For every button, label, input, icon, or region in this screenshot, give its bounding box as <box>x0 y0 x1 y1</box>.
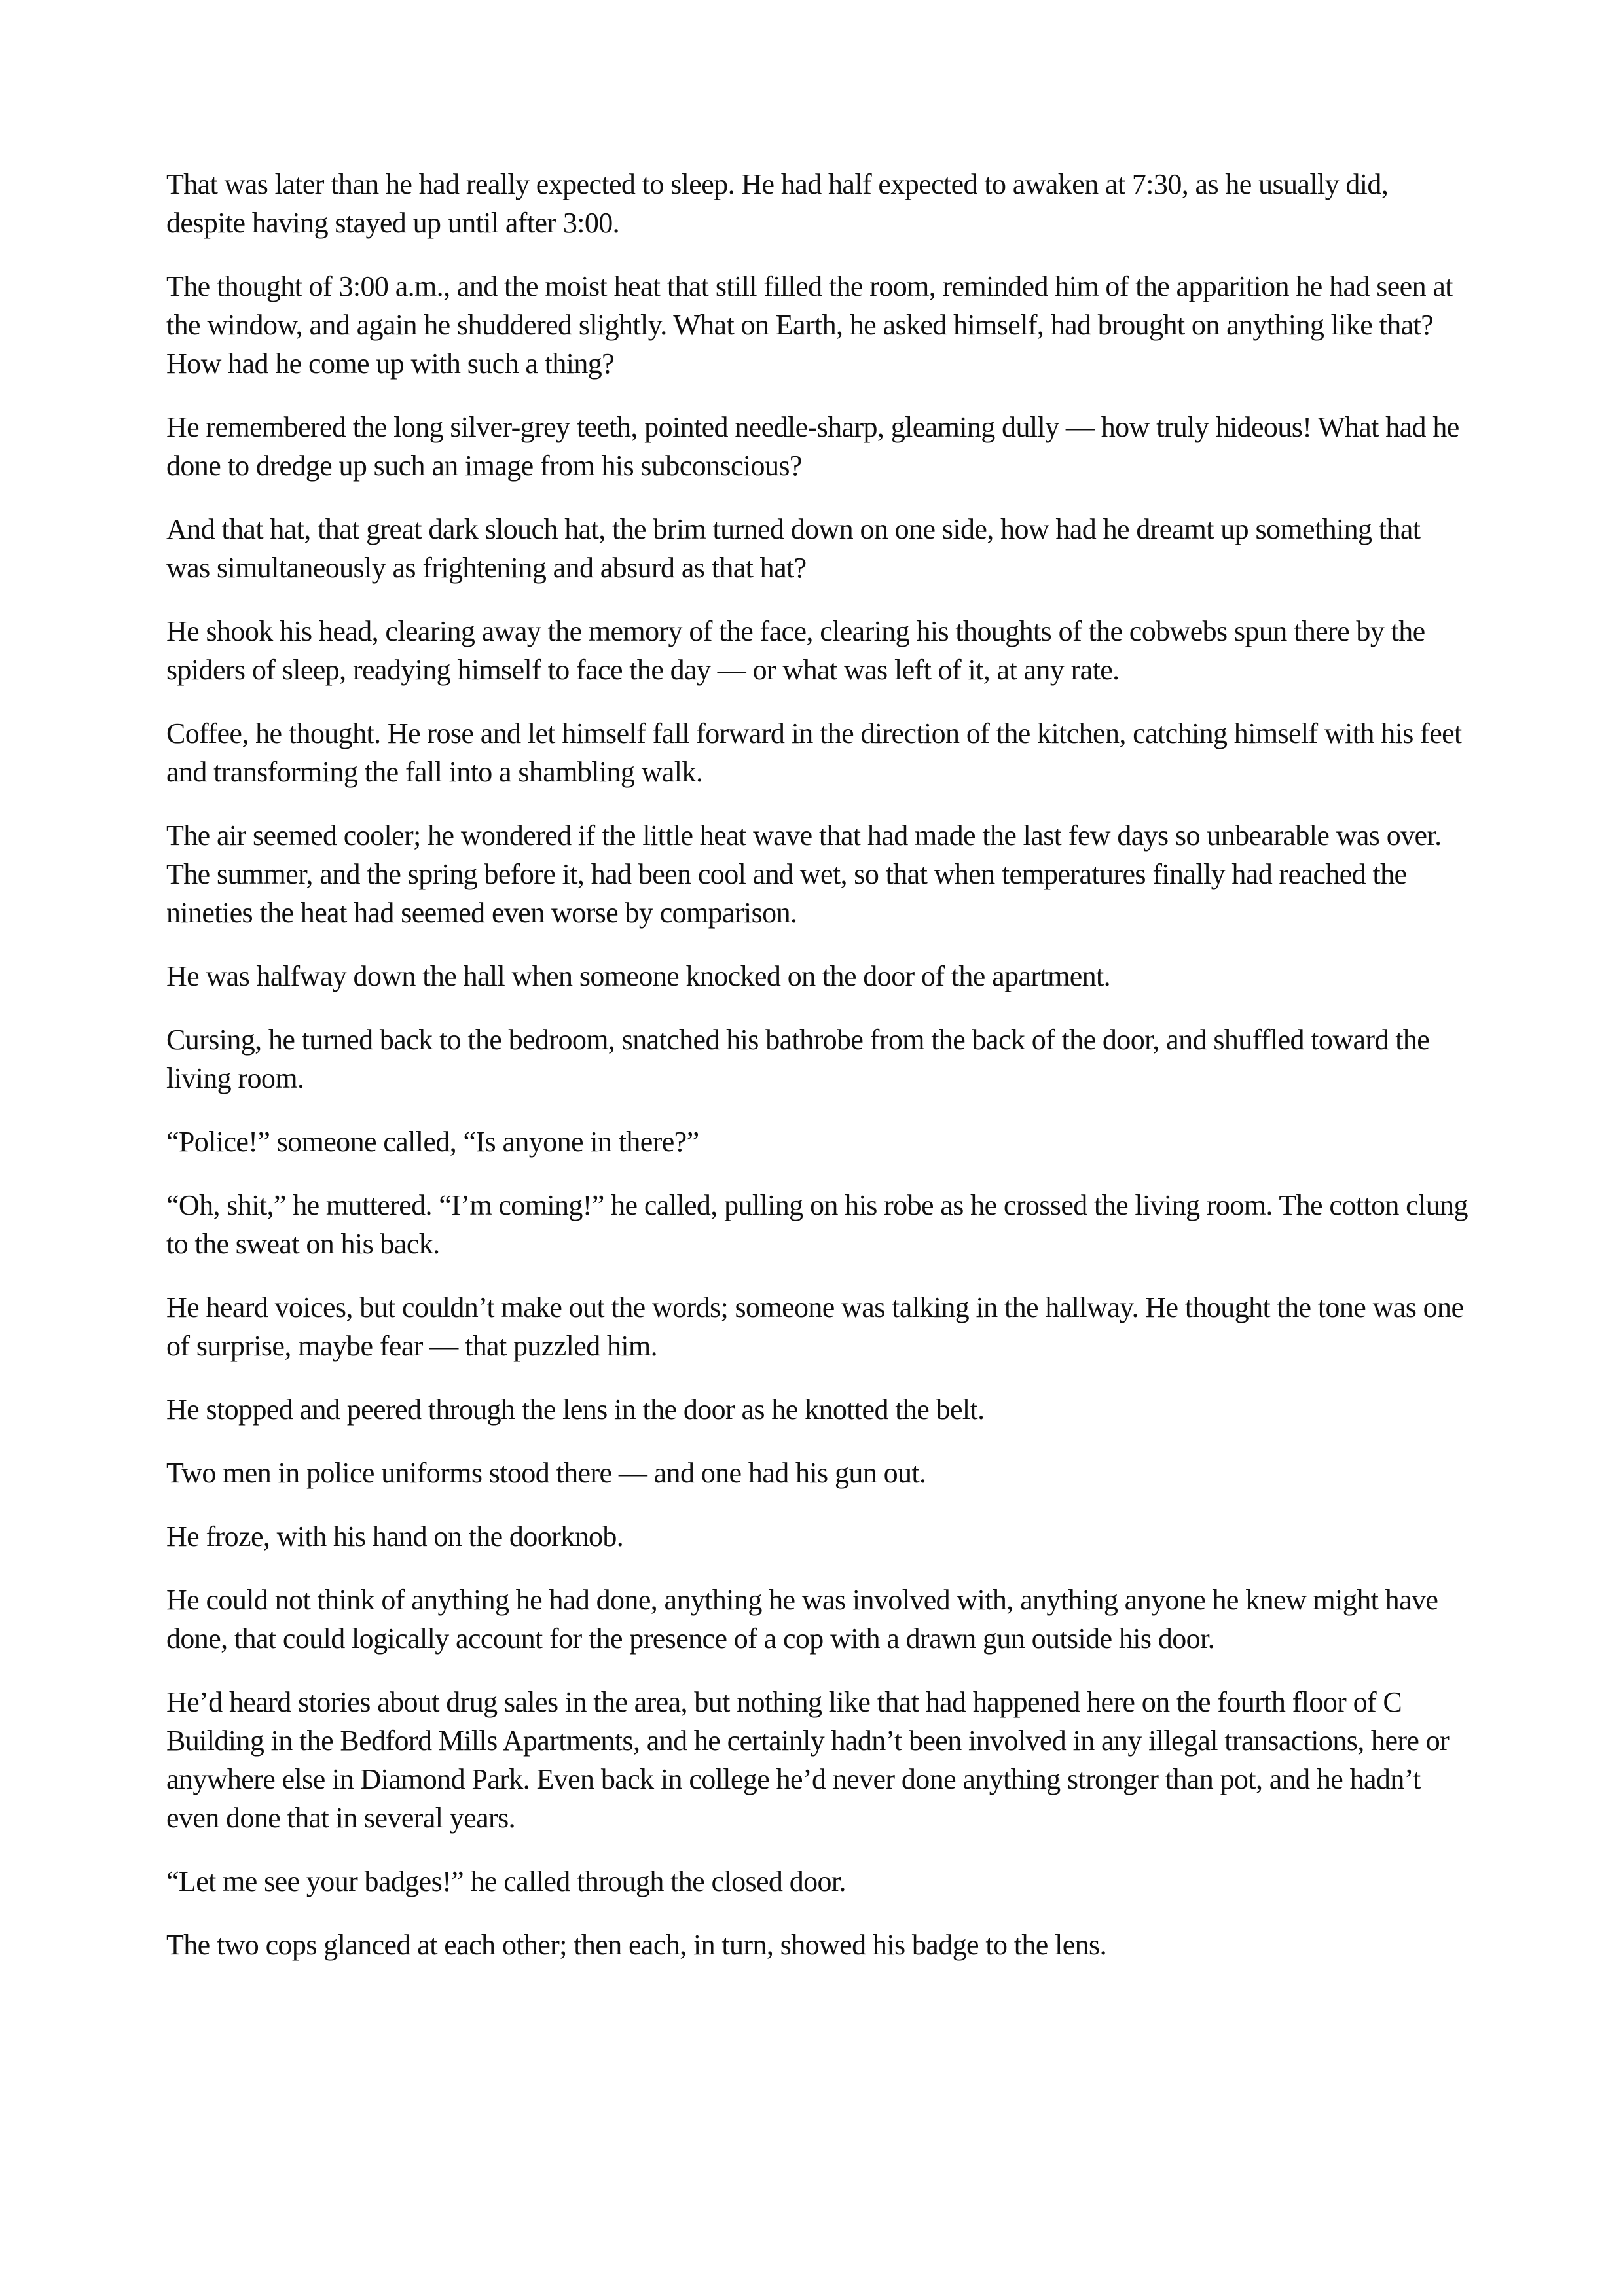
paragraph-2: The thought of 3:00 a.m., and the moist heat that still filled the room, reminded him of the apparition he had seen at the window, and again he shuddered slightly. What on Earth, he asked himself, had brought on anything like that? How had he come up with such a thing? <box>166 270 1453 380</box>
paragraph-7: The air seemed cooler; he wondered if the little heat wave that had made the last few days so unbearable was over. The summer, and the spring before it, had been cool and wet, so that when temperatures finally had reached the nineties the heat had seemed even worse by comparison. <box>166 819 1442 929</box>
body-text <box>166 165 1469 1989</box>
paragraph-10: “Police!” someone called, “Is anyone in there?” <box>166 1126 699 1158</box>
paragraph-12: He heard voices, but couldn’t make out the words; someone was talking in the hallway. He thought the tone was one of surprise, maybe fear — that puzzled him. <box>166 1291 1464 1362</box>
paragraph-9: Cursing, he turned back to the bedroom, snatched his bathrobe from the back of the door, and shuffled toward the living room. <box>166 1024 1430 1094</box>
paragraph-4: And that hat, that great dark slouch hat, the brim turned down on one side, how had he dreamt up something that was simultaneously as frightening and absurd as that hat? <box>166 513 1421 584</box>
paragraph-1: That was later than he had really expected to sleep. He had half expected to awaken at 7:30, as he usually did, despite having stayed up until after 3:00. <box>166 168 1389 239</box>
paragraph-3: He remembered the long silver-grey teeth, pointed needle-sharp, gleaming dully — how truly hideous! What had he done to dredge up such an image from his subconscious? <box>166 411 1459 482</box>
paragraph-14: Two men in police uniforms stood there — and one had his gun out. <box>166 1457 926 1489</box>
paragraph-18: “Let me see your badges!” he called through the closed door. <box>166 1865 846 1897</box>
paragraph-11: “Oh, shit,” he muttered. “I’m coming!” he called, pulling on his robe as he crossed the living room. The cotton clung to the sweat on his back. <box>166 1189 1468 1260</box>
paragraph-15: He froze, with his hand on the doorknob. <box>166 1520 624 1552</box>
paragraph-19: The two cops glanced at each other; then each, in turn, showed his badge to the lens. <box>166 1929 1106 1961</box>
paragraph-17: He’d heard stories about drug sales in the area, but nothing like that had happened here on the fourth floor of C Building in the Bedford Mills Apartments, and he certainly hadn’t been involved in any illegal transactions, here or anywhere else in Diamond Park. Even back in college he’d never done anything stronger than pot, and he hadn’t even done that in several years. <box>166 1686 1450 1834</box>
paragraph-16: He could not think of anything he had done, anything he was involved with, anything anyone he knew might have done, that could logically account for the presence of a cop with a drawn gun outside his door. <box>166 1584 1438 1655</box>
paragraph-8: He was halfway down the hall when someone knocked on the door of the apartment. <box>166 960 1111 992</box>
paragraph-13: He stopped and peered through the lens in the door as he knotted the belt. <box>166 1393 985 1426</box>
paragraph-6: Coffee, he thought. He rose and let himself fall forward in the direction of the kitchen, catching himself with his feet and transforming the fall into a shambling walk. <box>166 717 1462 788</box>
paragraph-5: He shook his head, clearing away the memory of the face, clearing his thoughts of the cobwebs spun there by the spiders of sleep, readying himself to face the day — or what was left of it, at any rate. <box>166 615 1425 686</box>
